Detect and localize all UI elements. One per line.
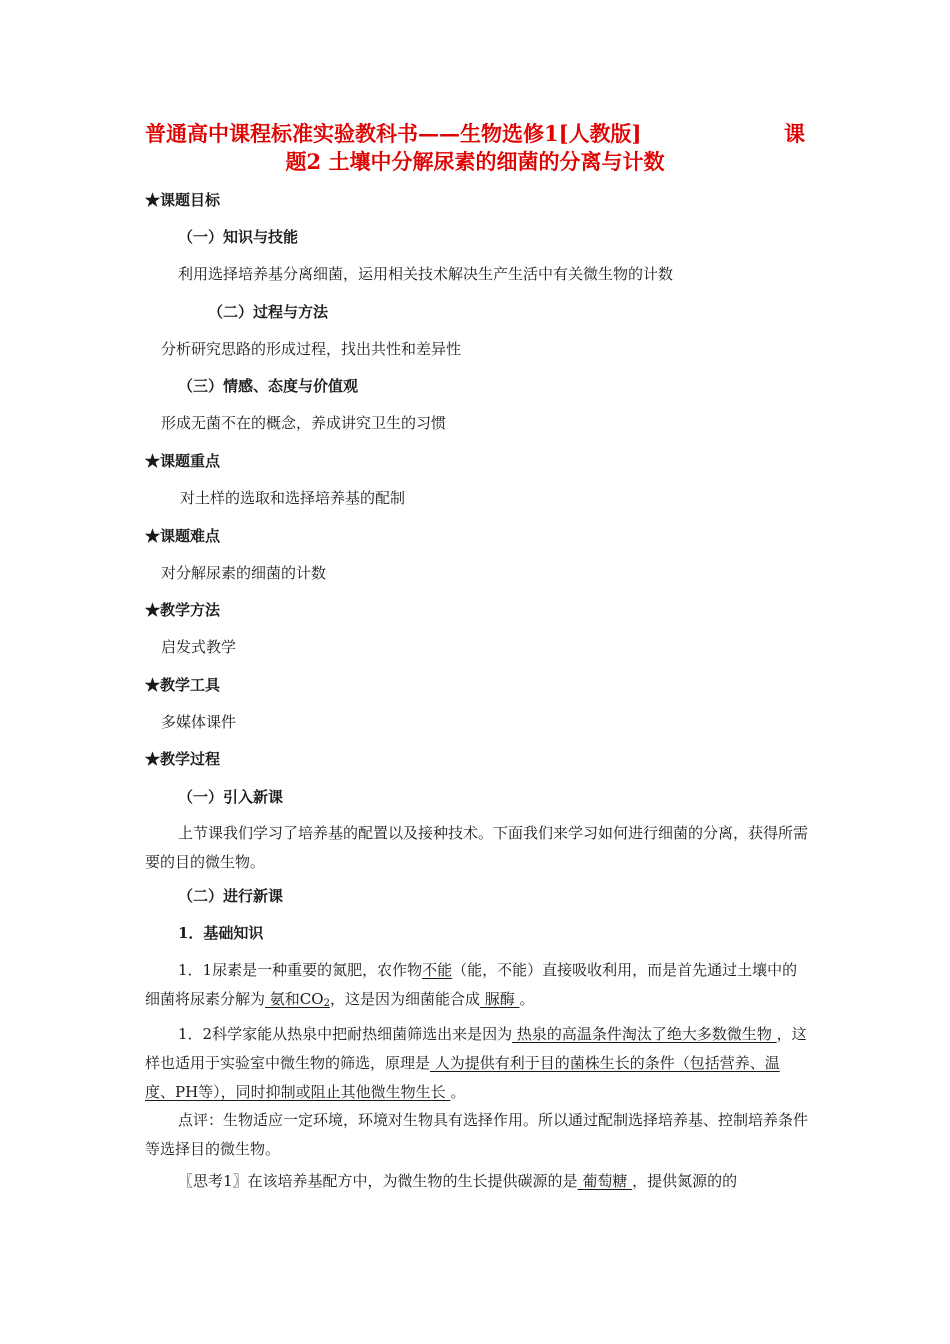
think1-text-a: 〖思考1〗在该培养基配方中，为微生物的生长提供碳源的是 (178, 1172, 578, 1190)
p11-answer-3: 脲酶 (479, 990, 520, 1008)
method-text: 启发式教学 (161, 638, 237, 656)
title-line-1-tail: 课 (784, 121, 805, 146)
difficulty-heading: ★课题难点 (145, 527, 221, 545)
p12-answer-1: 热泉的高温条件淘汰了绝大多数微生物 (512, 1025, 777, 1043)
key-point-text: 对土样的选取和选择培养基的配制 (180, 489, 406, 507)
intro-heading: （一）引入新课 (178, 788, 284, 806)
key-point-heading: ★课题重点 (145, 452, 221, 470)
paragraph-1-2 (145, 1020, 809, 1107)
process-method-text: 分析研究思路的形成过程，找出共性和差异性 (161, 340, 462, 358)
basics-heading: 1．基础知识 (178, 924, 264, 942)
paragraph-1-1 (145, 956, 809, 1018)
think-1-paragraph (145, 1167, 817, 1196)
intro-paragraph: 上节课我们学习了培养基的配置以及接种技术。下面我们来学习如何进行细菌的分离，获得所需要的目的微生物。 (145, 824, 809, 871)
think1-answer-1: 葡萄糖 (577, 1172, 633, 1190)
p11-answer-2-main: 氨和CO (265, 990, 324, 1008)
comment-paragraph: 点评：生物适应一定环境，环境对生物具有选择作用。所以通过配制选择培养基、控制培养条件等选择目的微生物。 (145, 1111, 809, 1158)
process-heading: ★教学过程 (145, 750, 221, 768)
p11-text-a: 1．1尿素是一种重要的氮肥，农作物 (178, 961, 423, 979)
p12-text-c: 。 (450, 1083, 466, 1101)
emotion-values-text: 形成无菌不在的概念，养成讲究卫生的习惯 (161, 414, 447, 432)
tools-text: 多媒体课件 (161, 713, 237, 731)
p11-text-c: ，这是因为细菌能合成 (329, 990, 480, 1008)
emotion-values-heading: （三）情感、态度与价值观 (178, 377, 359, 395)
knowledge-skills-heading: （一）知识与技能 (178, 228, 299, 246)
tools-heading: ★教学工具 (145, 676, 221, 694)
new-lesson-heading: （二）进行新课 (178, 887, 284, 905)
think1-text-b: ，提供氮源的的 (632, 1172, 738, 1190)
p12-answer-2: 人为提供有利于目的菌株生长的条件（包括营养、温度、PH等），同时抑制或阻止其他微生物生长 (145, 1054, 780, 1101)
title-line-1: 普通高中课程标准实验教科书——生物选修1[人教版] (145, 121, 642, 146)
p11-text-b: （能，不能）直接吸收利用，而是首先通过土壤中的细菌将尿素分解为 (145, 961, 798, 1008)
objectives-heading: ★课题目标 (145, 191, 221, 209)
difficulty-text: 对分解尿素的细菌的计数 (161, 564, 327, 582)
title-line-2: 题2 土壤中分解尿素的细菌的分离与计数 (285, 149, 665, 174)
p11-answer-2 (265, 990, 330, 1008)
document-title (145, 120, 805, 176)
knowledge-skills-text: 利用选择培养基分离细菌，运用相关技术解决生产生活中有关微生物的计数 (178, 265, 674, 283)
p11-text-d: 。 (519, 990, 535, 1008)
p11-answer-2-subscript: 2 (323, 998, 330, 1009)
p11-answer-1: 不能 (422, 961, 453, 979)
p12-text-b: ，这样也适用于实验室中微生物的筛选，原理是 (145, 1025, 807, 1072)
process-method-heading: （二）过程与方法 (208, 303, 329, 321)
p12-text-a: 1．2科学家能从热泉中把耐热细菌筛选出来是因为 (178, 1025, 513, 1043)
method-heading: ★教学方法 (145, 601, 221, 619)
